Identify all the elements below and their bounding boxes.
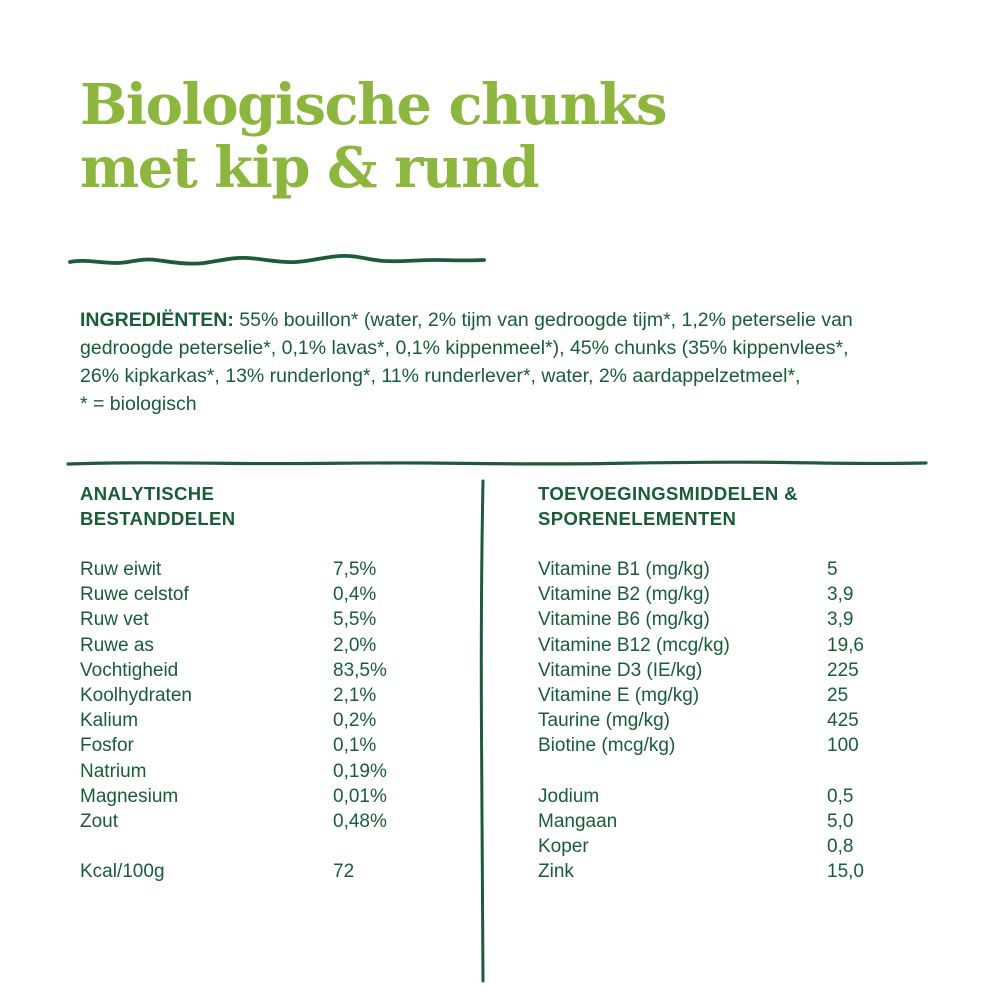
row-label: Ruwe celstof: [80, 584, 189, 606]
additives-trace-elements-section: [538, 481, 938, 884]
table-row: [80, 708, 470, 733]
table-row: [538, 557, 938, 582]
table-row: [80, 607, 470, 632]
row-value: 19,6: [827, 634, 864, 656]
table-row: [538, 733, 938, 758]
row-label: Fosfor: [80, 735, 134, 757]
row-label: Vitamine B1 (mg/kg): [538, 559, 710, 580]
ingredients-line: * = biologisch: [80, 393, 197, 415]
table-row: [80, 784, 470, 809]
table-row: [80, 633, 470, 658]
row-value: 25: [827, 685, 849, 707]
table-row: [80, 733, 470, 758]
ingredients-label: INGREDIËNTEN:: [80, 309, 234, 331]
row-value: 0,1%: [333, 735, 377, 757]
table-row: [80, 557, 470, 582]
row-value: 0,01%: [333, 785, 387, 807]
row-label: Koolhydraten: [80, 685, 192, 707]
table-row: [80, 759, 470, 784]
table-row: [538, 859, 938, 884]
row-value: 5: [827, 559, 838, 580]
table-row: [538, 809, 938, 834]
table-row: [538, 784, 938, 809]
row-value: 72: [333, 861, 355, 883]
ingredients-line: 26% kipkarkas*, 13% runderlong*, 11% runderlever*, water, 2% aardappelzetmeel*,: [80, 365, 801, 387]
row-label: Magnesium: [80, 785, 179, 807]
row-label: Vitamine B2 (mg/kg): [538, 584, 710, 606]
page-title-line1: Biologische chunks: [80, 72, 667, 138]
additives-heading: [538, 481, 938, 531]
row-gap: [80, 834, 470, 859]
row-label: Vochtigheid: [80, 659, 179, 681]
row-label: Mangaan: [538, 810, 618, 832]
table-row: [538, 582, 938, 607]
row-label: Kalium: [80, 710, 139, 732]
table-row: [80, 582, 470, 607]
row-value: 0,8: [827, 836, 854, 858]
row-value: 3,9: [827, 609, 854, 631]
table-row: [80, 683, 470, 708]
row-label: Jodium: [538, 785, 600, 807]
table-row: [80, 809, 470, 834]
row-value: 0,4%: [333, 584, 377, 606]
row-label: Vitamine B6 (mg/kg): [538, 609, 710, 631]
table-row: [538, 834, 938, 859]
table-row: [538, 683, 938, 708]
analytic-constituents-section: [80, 481, 470, 884]
row-label: Vitamine E (mg/kg): [538, 685, 700, 707]
wavy-divider-short: [66, 251, 490, 271]
page-title-line2: met kip & rund: [80, 135, 539, 201]
row-value: 5,5%: [333, 609, 377, 631]
table-row: [538, 658, 938, 683]
row-label: Koper: [538, 836, 589, 858]
table-row: [538, 607, 938, 632]
table-row: [80, 658, 470, 683]
row-value: 425: [827, 710, 859, 732]
analytic-heading-line1: ANALYTISCHE: [80, 483, 215, 504]
row-label: Vitamine B12 (mcg/kg): [538, 634, 730, 656]
row-value: 100: [827, 735, 859, 757]
row-value: 0,5: [827, 785, 854, 807]
table-row: [538, 708, 938, 733]
ingredients-line1-text: 55% bouillon* (water, 2% tijm van gedroogde tijm*, 1,2% peterselie van: [233, 309, 853, 331]
row-label: Biotine (mcg/kg): [538, 735, 676, 757]
row-value: 3,9: [827, 584, 854, 606]
row-label: Ruw eiwit: [80, 559, 162, 580]
row-label: Taurine (mg/kg): [538, 710, 670, 732]
ingredients-paragraph: [80, 306, 950, 418]
row-value: 83,5%: [333, 659, 387, 681]
additives-heading-line1: TOEVOEGINGSMIDDELEN &: [538, 483, 798, 504]
row-gap: [538, 759, 938, 784]
row-value: 7,5%: [333, 559, 377, 580]
row-value: 0,48%: [333, 811, 387, 833]
row-label: Ruw vet: [80, 609, 149, 631]
analytic-heading: [80, 481, 470, 531]
row-value: 0,2%: [333, 710, 377, 732]
analytic-heading-line2: BESTANDDELEN: [80, 508, 236, 529]
row-label: Ruwe as: [80, 634, 154, 656]
row-value: 2,0%: [333, 634, 377, 656]
wavy-divider-long: [66, 456, 930, 470]
row-value: 2,1%: [333, 685, 377, 707]
row-label: Vitamine D3 (IE/kg): [538, 659, 703, 681]
row-value: 5,0: [827, 810, 854, 832]
row-label: Zout: [80, 811, 119, 833]
row-value: 0,19%: [333, 760, 387, 782]
row-label: Zink: [538, 861, 574, 883]
additives-heading-line2: SPORENELEMENTEN: [538, 508, 737, 529]
table-row: [538, 633, 938, 658]
ingredients-line: gedroogde peterselie*, 0,1% lavas*, 0,1% kippenmeel*), 45% chunks (35% kippenvlees*,: [80, 337, 849, 359]
row-value: 225: [827, 659, 859, 681]
vertical-column-divider: [475, 478, 489, 984]
kcal-row: [80, 859, 470, 884]
row-label: Natrium: [80, 760, 147, 782]
row-value: 15,0: [827, 861, 864, 883]
row-label: Kcal/100g: [80, 861, 165, 883]
page-title: [80, 74, 666, 200]
ingredients-line: [80, 306, 950, 334]
